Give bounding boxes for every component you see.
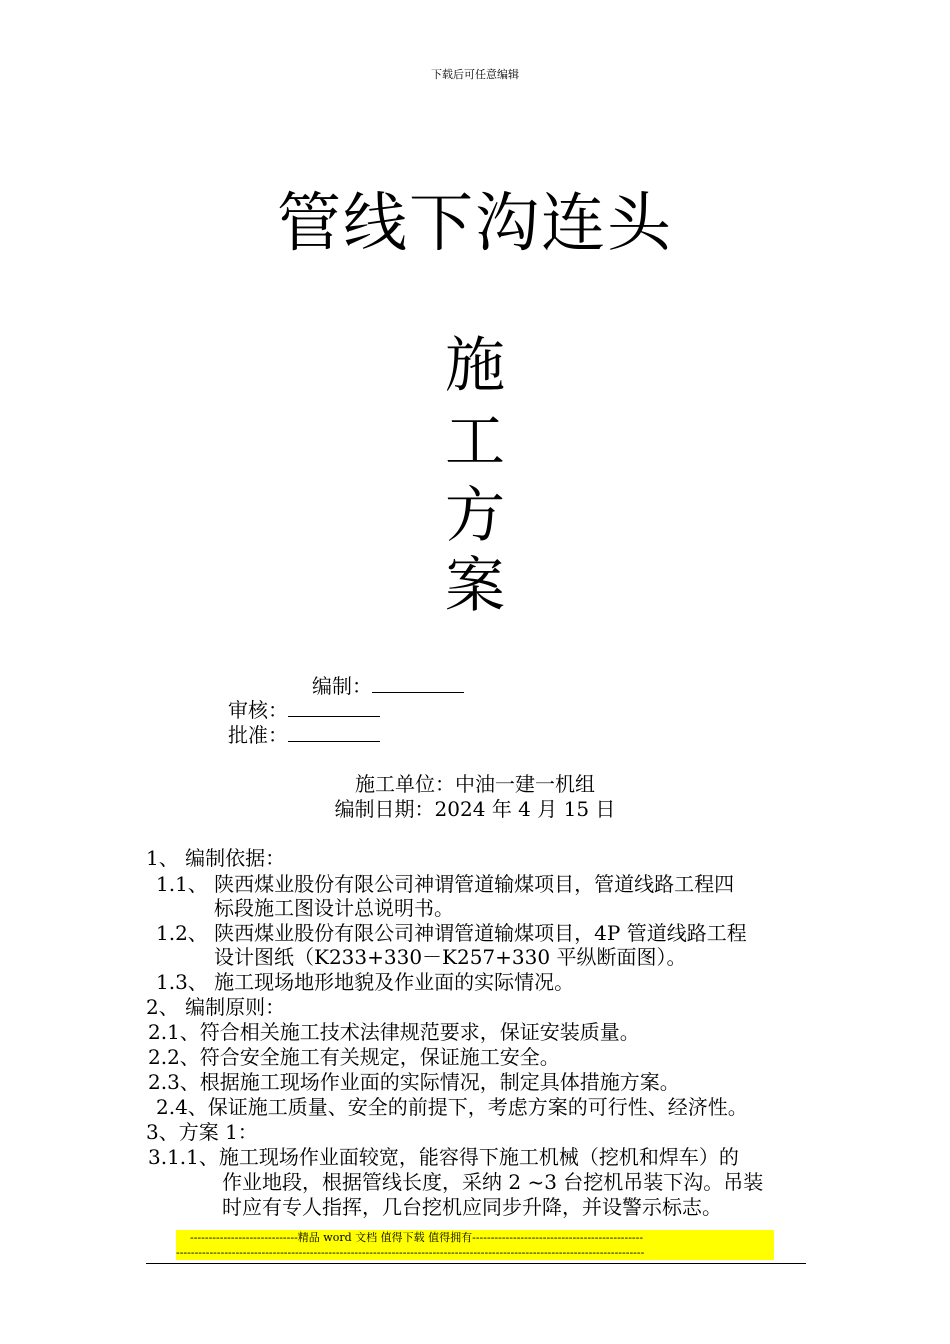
compile-signature-line bbox=[312, 674, 464, 698]
section-3-heading: 3、方案 1： bbox=[146, 1120, 258, 1144]
footer-banner-row-2: ------------------------------------------------------------------------------------------------------------------------------ bbox=[176, 1246, 645, 1259]
review-blank bbox=[288, 698, 380, 717]
section-1-2-line-2: 设计图纸（K233+330－K257+330 平纵断面图）。 bbox=[214, 945, 687, 969]
section-1-heading: 1、 编制依据： bbox=[146, 846, 286, 870]
approve-label: 批准： bbox=[228, 723, 288, 747]
vertical-title-char-4: 案 bbox=[445, 551, 505, 621]
compile-date: 编制日期：2024 年 4 月 15 日 bbox=[334, 797, 616, 821]
vertical-title-char-2: 工 bbox=[445, 407, 505, 477]
section-3-1-1-line-1: 3.1.1、施工现场作业面较宽，能容得下施工机械（挖机和焊车）的 bbox=[148, 1145, 739, 1169]
section-2-1: 2.1、符合相关施工技术法律规范要求，保证安装质量。 bbox=[148, 1020, 640, 1044]
section-1-1-line-1: 1.1、 陕西煤业股份有限公司神谓管道输煤项目，管道线路工程四 bbox=[156, 872, 735, 896]
compile-blank bbox=[372, 674, 464, 693]
header-note: 下载后可任意编辑 bbox=[431, 68, 519, 81]
vertical-title-char-1: 施 bbox=[445, 331, 505, 401]
footer-rule bbox=[146, 1263, 806, 1264]
section-3-1-1-line-2: 作业地段，根据管线长度，采纳 2 ~3 台挖机吊装下沟。吊装 bbox=[222, 1170, 764, 1194]
section-2-heading: 2、 编制原则： bbox=[146, 995, 286, 1019]
construction-unit: 施工单位：中油一建一机组 bbox=[355, 772, 595, 796]
footer-banner bbox=[176, 1230, 774, 1260]
section-1-1-line-2: 标段施工图设计总说明书。 bbox=[214, 896, 454, 920]
section-1-2-line-1: 1.2、 陕西煤业股份有限公司神谓管道输煤项目，4P 管道线路工程 bbox=[156, 921, 747, 945]
approve-blank bbox=[288, 723, 380, 742]
review-signature-line bbox=[228, 698, 380, 722]
footer-banner-row-1: -----------------------------精品 word 文档 值得下载 值得拥有---------------------------------------------- bbox=[190, 1231, 644, 1244]
approve-signature-line bbox=[228, 723, 380, 747]
compile-label: 编制： bbox=[312, 674, 372, 698]
document-title: 管线下沟连头 bbox=[277, 187, 673, 261]
section-1-3: 1.3、 施工现场地形地貌及作业面的实际情况。 bbox=[156, 970, 575, 994]
section-2-2: 2.2、符合安全施工有关规定，保证施工安全。 bbox=[148, 1045, 560, 1069]
section-3-1-1-line-3: 时应有专人指挥，几台挖机应同步升降，并设警示标志。 bbox=[222, 1195, 722, 1219]
review-label: 审核： bbox=[228, 698, 288, 722]
section-2-3: 2.3、根据施工现场作业面的实际情况，制定具体措施方案。 bbox=[148, 1070, 680, 1094]
vertical-title-char-3: 方 bbox=[445, 481, 505, 551]
section-2-4: 2.4、保证施工质量、安全的前提下，考虑方案的可行性、经济性。 bbox=[156, 1095, 748, 1119]
